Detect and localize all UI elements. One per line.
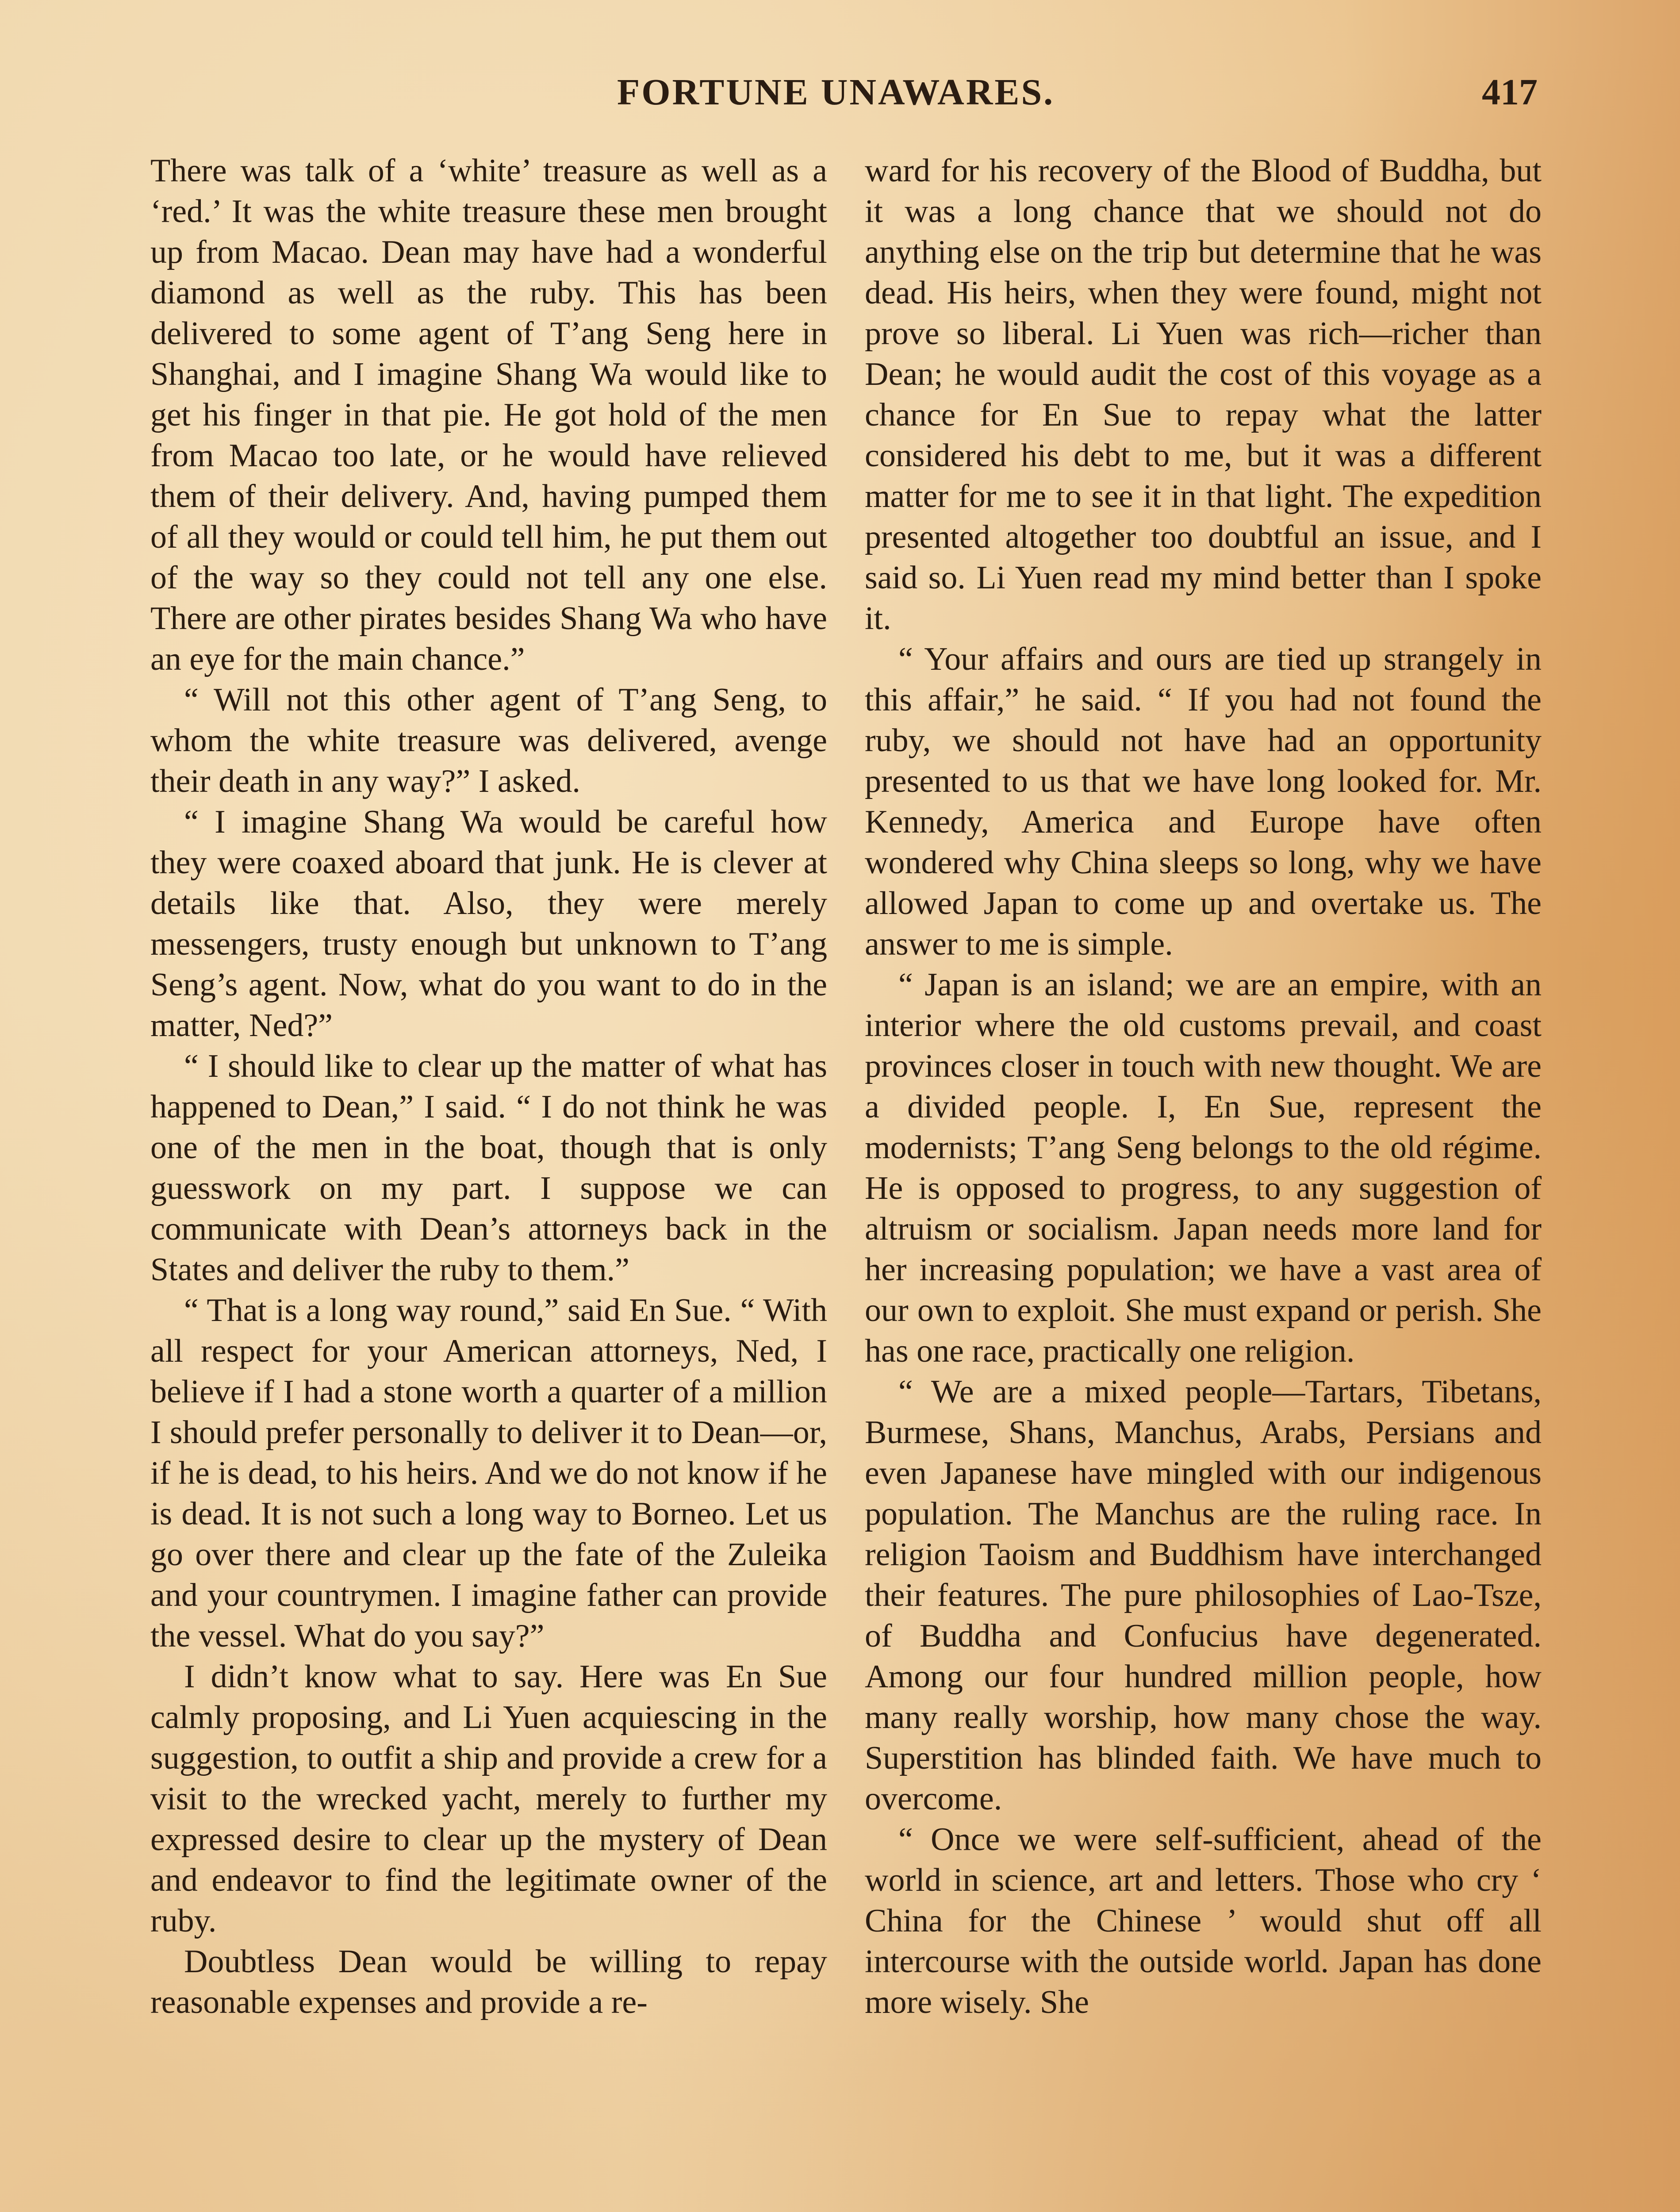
paragraph: ward for his recovery of the Blood of Buddha, but it was a long chance that we should not do anything else on the trip but determine that he was dead. His heirs, when they were found, might not prove so liberal. Li Yuen was rich—richer than Dean; he would audit the cost of this voyage as a chance for En Sue to repay what the latter considered his debt to me, but it was a different matter for me to see it in that light. The expedition presented altogether too doubtful an issue, and I said so. Li Yuen read my mind better than I spoke it. bbox=[865, 153, 1542, 637]
paragraph: “ Will not this other agent of T’ang Seng, to whom the white treasure was delivered, avenge their death in any way?” I asked. bbox=[150, 682, 827, 799]
page-number: 417 bbox=[1482, 72, 1538, 113]
paragraph: “ We are a mixed people—Tartars, Tibetans, Burmese, Shans, Manchus, Arabs, Persians and even Japanese have mingled with our indigenous population. The Manchus are the ruling race. In religion Taoism and Buddhism have interchanged their features. The pure philosophies of Lao-Tsze, of Buddha and Confucius have degenerated. Among our four hundred million people, how many really worship, how many chose the way. Superstition has blinded faith. We have much to overcome. bbox=[865, 1374, 1542, 1817]
right-column bbox=[865, 150, 1542, 2023]
paragraph: I didn’t know what to say. Here was En Sue calmly proposing, and Li Yuen acquiescing in the suggestion, to outfit a ship and provide a crew for a visit to the wrecked yacht, merely to further my expressed desire to clear up the mystery of Dean and endeavor to find the legitimate owner of the ruby. bbox=[150, 1659, 827, 1939]
paragraph: “ Once we were self-sufficient, ahead of the world in science, art and letters. Those who cry ‘ China for the Chinese ’ would shut off all intercourse with the outside world. Japan has done more wisely. She bbox=[865, 1821, 1542, 2020]
paragraph: “ That is a long way round,” said En Sue. “ With all respect for your American attorneys, Ned, I believe if I had a stone worth a quarter of a million I should prefer personally to deliver it to Dean—or, if he is dead, to his heirs. And we do not know if he is dead. It is not such a long way to Borneo. Let us go over there and clear up the fate of the Zuleika and your countrymen. I imagine father can provide the vessel. What do you say?” bbox=[150, 1292, 827, 1654]
paragraph: “ Your affairs and ours are tied up strangely in this affair,” he said. “ If you had not found the ruby, we should not have had an opportunity presented to us that we have long looked for. Mr. Kennedy, America and Europe have often wondered why China sleeps so long, why we have allowed Japan to come up and overtake us. The answer to me is simple. bbox=[865, 641, 1542, 962]
paragraph: There was talk of a ‘white’ treasure as well as a ‘red.’ It was the white treasure these men brought up from Macao. Dean may have had a wonderful diamond as well as the ruby. This has been delivered to some agent of T’ang Seng here in Shanghai, and I imagine Shang Wa would like to get his finger in that pie. He got hold of the men from Macao too late, or he would have relieved them of their delivery. And, having pumped them of all they would or could tell him, he put them out of the way so they could not tell any one else. There are other pirates besides Shang Wa who have an eye for the main chance.” bbox=[150, 153, 827, 677]
left-column bbox=[150, 150, 827, 2023]
paragraph: Doubtless Dean would be willing to repay reasonable expenses and provide a re- bbox=[150, 1943, 827, 2020]
paragraph: “ Japan is an island; we are an empire, with an interior where the old customs prevail, and coast provinces closer in touch with new thought. We are a divided people. I, En Sue, represent the modernists; T’ang Seng belongs to the old régime. He is opposed to progress, to any suggestion of altruism or socialism. Japan needs more land for her increasing population; we have a vast area of our own to exploit. She must expand or perish. She has one race, practically one religion. bbox=[865, 967, 1542, 1369]
paragraph: “ I imagine Shang Wa would be careful how they were coaxed aboard that junk. He is clever at details like that. Also, they were merely messengers, trusty enough but unknown to T’ang Seng’s agent. Now, what do you want to do in the matter, Ned?” bbox=[150, 804, 827, 1044]
paragraph: “ I should like to clear up the matter of what has happened to Dean,” I said. “ I do not think he was one of the men in the boat, though that is only guesswork on my part. I suppose we can communicate with Dean’s attorneys back in the States and deliver the ruby to them.” bbox=[150, 1048, 827, 1288]
running-header: FORTUNE UNAWARES. bbox=[617, 72, 1055, 113]
